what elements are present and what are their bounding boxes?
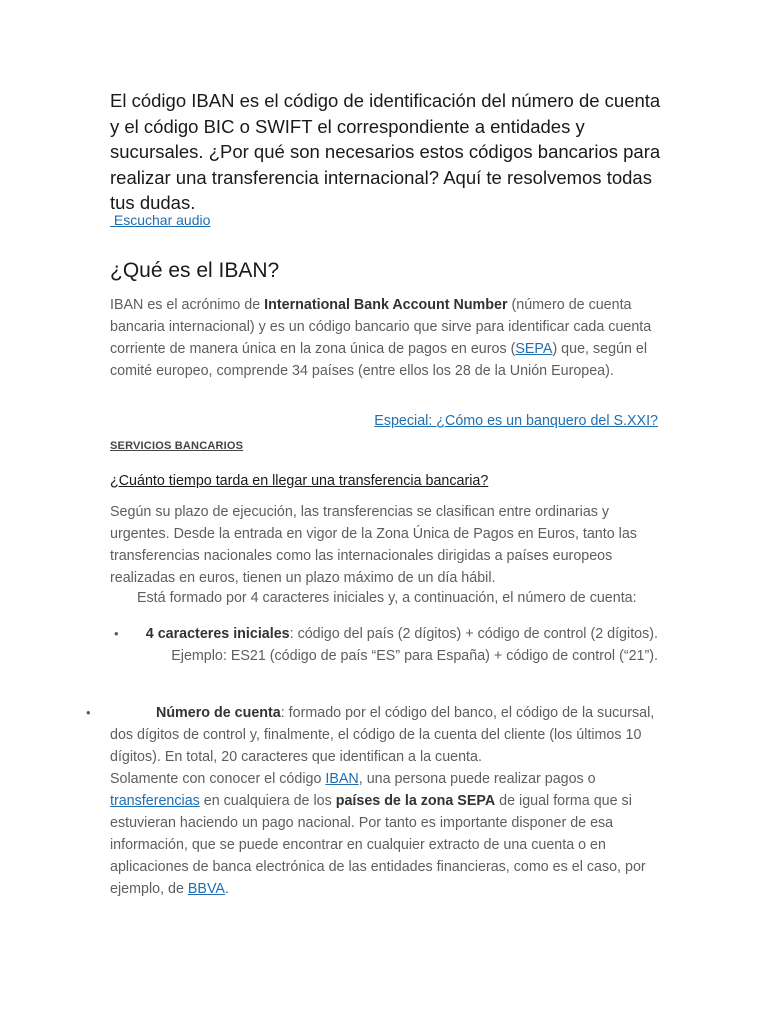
text-span: en cualquiera de los [199, 793, 336, 809]
iban-definition-paragraph [110, 294, 660, 382]
iban-link[interactable]: IBAN [325, 771, 359, 787]
text-span: : código del país (2 dígitos) + código de control (2 dígitos). Ejemplo: ES21 (código de país “ES” para España) + código de control (“21”). [171, 626, 658, 664]
sepa-link[interactable]: SEPA [515, 341, 553, 357]
bold-term: países de la zona SEPA [335, 793, 496, 809]
bold-term: Número de cuenta [156, 705, 281, 721]
text-span: Solamente con conocer el código [110, 771, 326, 787]
text-span: (número de cuenta bancaria internacional) y es un código bancario que sirve para identificar cada cuenta corriente de manera única en la zona única de pagos en euros ( [110, 297, 652, 357]
special-banker-link[interactable]: Especial: ¿Cómo es un banquero del S.XXI? [374, 413, 658, 429]
list-item [140, 623, 658, 667]
bullet-marker: • [114, 626, 119, 641]
bullet-marker: • [86, 705, 91, 720]
text-span: ) que, según el comité europeo, comprende 34 países (entre ellos los 28 de la Unión Europea). [110, 341, 648, 379]
bold-term: 4 caracteres iniciales [145, 626, 290, 642]
text-span: . [224, 881, 229, 897]
format-intro-text: Está formado por 4 caracteres iniciales y, a continuación, el número de cuenta: [137, 590, 637, 606]
text-span: de igual forma que si estuvieran haciendo un pago nacional. Por tanto es importante disponer de esa información, que se puede encontrar en cualquier extracto de una cuenta o en aplicaciones de banca electrónica de las entidades financieras, como es el caso, por ejemplo, de [110, 793, 646, 897]
intro-paragraph: El código IBAN es el código de identificación del número de cuenta y el código BIC o SWIFT el correspondiente a entidades y sucursales. ¿Por qué son necesarios estos códigos bancarios para realizar una transferencia internacional? Aquí te resolvemos todas tus dudas. [110, 90, 661, 213]
bbva-link[interactable]: BBVA [187, 881, 225, 897]
listen-audio-link[interactable]: Escuchar audio [110, 212, 211, 228]
section-heading: ¿Qué es el IBAN? [110, 259, 280, 282]
bold-term: International Bank Account Number [264, 297, 508, 313]
text-span: IBAN es el acrónimo de [110, 297, 265, 313]
transfers-link[interactable]: transferencias [110, 793, 200, 809]
category-kicker[interactable]: SERVICIOS BANCARIOS [110, 440, 244, 452]
text-span: , una persona puede realizar pagos o [358, 771, 596, 787]
transfer-time-paragraph: Según su plazo de ejecución, las transferencias se clasifican entre ordinarias y urgentes. Desde la entrada en vigor de la Zona Única de Pagos en Euros, tanto las transferencias nacionales como las internacionales dirigidas a países europeos realizadas en euros, tienen un plazo máximo de un día hábil. [110, 504, 637, 586]
related-article-link[interactable]: ¿Cuánto tiempo tarda en llegar una transferencia bancaria? [110, 473, 489, 489]
list-item [110, 702, 660, 900]
text-span: : formado por el código del banco, el código de la sucursal, dos dígitos de control y, finalmente, el código de la cuenta del cliente (los últimos 10 dígitos). En total, 20 caracteres que identifican a la cuenta. [110, 705, 655, 765]
